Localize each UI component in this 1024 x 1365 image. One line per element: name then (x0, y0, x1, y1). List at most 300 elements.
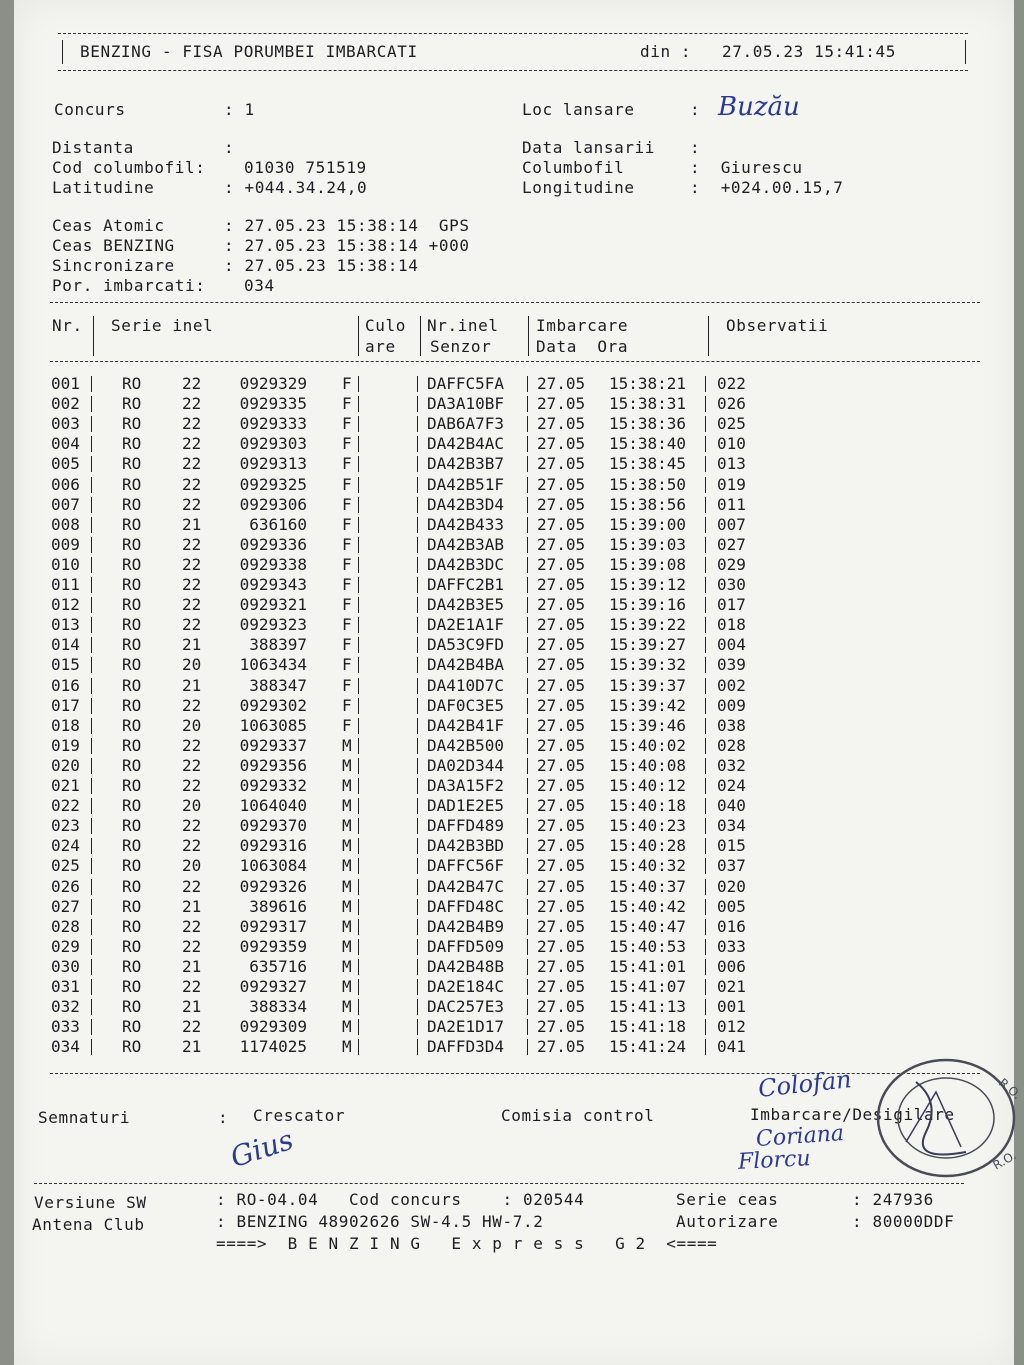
versiune-value: : RO-04.04 Cod concurs : 020544 (216, 1190, 585, 1209)
column-separator (417, 597, 418, 613)
column-separator (358, 919, 359, 935)
column-separator (705, 678, 706, 694)
column-separator (705, 698, 706, 714)
column-separator (705, 858, 706, 874)
column-separator (91, 698, 92, 714)
column-separator (705, 798, 706, 814)
column-separator (91, 396, 92, 412)
comisia-label: Comisia control (501, 1106, 655, 1125)
cell-date: 27.05 (537, 896, 586, 916)
cell-date: 27.05 (537, 776, 586, 795)
cell-sex: F (342, 534, 352, 554)
cell-senzor: DA42B41F (427, 715, 505, 735)
ceas-atomic-label: Ceas Atomic (52, 216, 165, 235)
cell-time: 15:41:18 (609, 1017, 687, 1037)
column-separator (417, 899, 418, 915)
column-separator (358, 557, 359, 573)
cell-sex: F (342, 675, 352, 695)
column-separator (705, 1039, 706, 1055)
cell-sex: M (342, 876, 352, 896)
column-separator (358, 456, 359, 472)
cell-country: RO (122, 735, 142, 755)
column-separator (358, 416, 359, 432)
cell-observatii: 009 (717, 695, 746, 715)
column-separator (417, 436, 418, 452)
cell-time: 15:39:12 (609, 575, 687, 594)
latitudine-value: : +044.34.24,0 (224, 178, 368, 197)
cell-nr: 009 (51, 534, 80, 554)
column-separator (705, 497, 706, 513)
cell-year: 22 (182, 776, 202, 795)
cell-senzor: DA42B3AB (427, 534, 505, 554)
cell-observatii: 018 (717, 615, 746, 635)
cell-date: 27.05 (537, 1037, 586, 1057)
cell-sex: M (342, 936, 352, 956)
cell-ring: 0929356 (239, 755, 307, 775)
column-separator (527, 617, 528, 633)
column-separator (91, 919, 92, 935)
column-separator (358, 617, 359, 633)
cell-observatii: 022 (717, 374, 746, 393)
column-separator (527, 557, 528, 573)
cell-sex: F (342, 434, 352, 454)
handwritten-signature-1: Colofan (756, 1065, 853, 1103)
cell-time: 15:39:32 (609, 655, 687, 675)
cell-year: 22 (182, 434, 202, 454)
table-row (51, 676, 771, 696)
cell-nr: 013 (51, 615, 80, 635)
cell-senzor: DA2E1D17 (427, 1017, 505, 1037)
cell-sex: F (342, 494, 352, 514)
column-separator (417, 678, 418, 694)
cell-senzor: DA42B4BA (427, 655, 505, 675)
cell-observatii: 033 (717, 936, 746, 956)
cell-time: 15:38:50 (609, 474, 687, 494)
cell-time: 15:40:47 (609, 916, 687, 936)
cell-senzor: DAD1E2E5 (427, 796, 505, 816)
cod-columbofil-value: 01030 751519 (244, 158, 367, 177)
cell-time: 15:40:28 (609, 836, 687, 856)
cell-observatii: 011 (717, 494, 746, 514)
cell-senzor: DA42B4B9 (427, 916, 505, 936)
column-separator (705, 919, 706, 935)
cell-year: 20 (182, 655, 202, 675)
column-separator (358, 436, 359, 452)
cell-sex: F (342, 414, 352, 434)
cell-ring: 1063085 (239, 715, 307, 735)
date-value: 27.05.23 15:41:45 (722, 42, 896, 61)
cell-date: 27.05 (537, 695, 586, 715)
col-sep-imbarcare (708, 316, 709, 356)
cell-sex: M (342, 997, 352, 1017)
cell-sex: F (342, 695, 352, 715)
cell-date: 27.05 (537, 655, 586, 675)
cell-sex: M (342, 896, 352, 916)
cell-date: 27.05 (537, 836, 586, 856)
cell-ring: 0929313 (239, 454, 307, 474)
column-separator (527, 838, 528, 854)
column-separator (417, 617, 418, 633)
cell-date: 27.05 (537, 675, 586, 695)
cell-year: 21 (182, 896, 202, 916)
column-separator (527, 738, 528, 754)
cell-year: 21 (182, 514, 202, 534)
cell-time: 15:38:21 (609, 374, 687, 393)
header-bottom-rule (58, 70, 968, 71)
cell-observatii: 024 (717, 776, 746, 795)
cell-ring: 0929303 (239, 434, 307, 454)
cell-nr: 034 (51, 1037, 80, 1057)
column-separator (705, 879, 706, 895)
column-separator (527, 456, 528, 472)
cell-nr: 030 (51, 956, 80, 976)
cell-country: RO (122, 836, 142, 856)
column-separator (358, 979, 359, 995)
column-separator (527, 517, 528, 533)
cell-senzor: DAFFC5FA (427, 374, 505, 393)
cell-date: 27.05 (537, 635, 586, 655)
cell-date: 27.05 (537, 554, 586, 574)
data-lansarii-label: Data lansarii (522, 138, 656, 157)
cell-sex: M (342, 735, 352, 755)
cell-country: RO (122, 494, 142, 514)
versiune-label: Versiune SW (34, 1193, 147, 1212)
cell-country: RO (122, 977, 142, 996)
cell-nr: 024 (51, 836, 80, 856)
table-row (51, 515, 771, 535)
table-row (51, 816, 771, 836)
antena-value: : BENZING 48902626 SW-4.5 HW-7.2 (216, 1212, 544, 1231)
cell-year: 22 (182, 394, 202, 414)
column-separator (417, 919, 418, 935)
column-separator (527, 758, 528, 774)
column-separator (91, 497, 92, 513)
cell-sex: F (342, 454, 352, 474)
antena-label: Antena Club (32, 1215, 145, 1234)
cell-ring: 0929329 (239, 374, 307, 393)
table-row (51, 997, 771, 1017)
column-separator (358, 517, 359, 533)
cell-observatii: 002 (717, 675, 746, 695)
cell-date: 27.05 (537, 454, 586, 474)
table-row (51, 977, 771, 997)
column-separator (527, 818, 528, 834)
column-separator (527, 858, 528, 874)
column-separator (358, 376, 359, 392)
cell-ring: 0929333 (239, 414, 307, 434)
column-separator (705, 396, 706, 412)
column-separator (705, 999, 706, 1015)
cell-sex: M (342, 977, 352, 996)
column-separator (91, 858, 92, 874)
cell-time: 15:40:42 (609, 896, 687, 916)
cell-ring: 0929327 (239, 977, 307, 996)
cell-senzor: DA42B3E5 (427, 595, 505, 615)
cell-country: RO (122, 595, 142, 615)
table-row (51, 937, 771, 957)
cell-observatii: 019 (717, 474, 746, 494)
cell-date: 27.05 (537, 374, 586, 393)
cell-year: 22 (182, 1017, 202, 1037)
cell-ring: 1174025 (239, 1037, 307, 1057)
svg-text:R.O.: R.O. (996, 1075, 1024, 1103)
column-separator (358, 396, 359, 412)
cell-date: 27.05 (537, 414, 586, 434)
column-separator (527, 718, 528, 734)
loc-lansare-sep: : (690, 100, 701, 119)
column-separator (358, 637, 359, 653)
cell-observatii: 026 (717, 394, 746, 414)
serie-ceas-label: Serie ceas (676, 1190, 779, 1209)
cell-ring: 1063084 (239, 856, 307, 876)
col-header-nr: Nr. (52, 316, 83, 335)
column-separator (358, 778, 359, 794)
table-row (51, 796, 771, 816)
cell-time: 15:38:40 (609, 434, 687, 454)
cell-date: 27.05 (537, 816, 586, 836)
cell-senzor: DAFFC2B1 (427, 575, 505, 594)
column-separator (91, 1039, 92, 1055)
cell-nr: 028 (51, 916, 80, 936)
cell-observatii: 039 (717, 655, 746, 675)
cell-country: RO (122, 956, 142, 976)
column-separator (358, 537, 359, 553)
cell-country: RO (122, 474, 142, 494)
table-row (51, 756, 771, 776)
cell-time: 15:40:08 (609, 755, 687, 775)
semnaturi-label: Semnaturi (38, 1108, 131, 1127)
cell-ring: 0929335 (239, 394, 307, 414)
cell-nr: 019 (51, 735, 80, 755)
table-row (51, 535, 771, 555)
ceas-atomic-value: : 27.05.23 15:38:14 GPS (224, 216, 470, 235)
table-row (51, 595, 771, 615)
column-separator (705, 979, 706, 995)
column-separator (358, 798, 359, 814)
table-row (51, 394, 771, 414)
column-separator (91, 959, 92, 975)
cell-nr: 012 (51, 595, 80, 615)
column-separator (358, 597, 359, 613)
column-separator (527, 1039, 528, 1055)
column-separator (705, 436, 706, 452)
header-right-bar (965, 40, 966, 64)
column-separator (91, 838, 92, 854)
table-row (51, 454, 771, 474)
cell-year: 22 (182, 534, 202, 554)
cell-ring: 388334 (249, 997, 307, 1017)
col-header-nrinel-2: Senzor (430, 337, 492, 356)
cell-nr: 006 (51, 474, 80, 494)
column-separator (527, 939, 528, 955)
date-label: din : (640, 42, 692, 61)
cell-sex: M (342, 916, 352, 936)
column-separator (527, 778, 528, 794)
cell-date: 27.05 (537, 1017, 586, 1037)
column-separator (527, 477, 528, 493)
cell-date: 27.05 (537, 977, 586, 996)
cell-ring: 0929325 (239, 474, 307, 494)
autorizare-label: Autorizare (676, 1212, 779, 1231)
column-separator (91, 517, 92, 533)
column-separator (417, 778, 418, 794)
column-separator (358, 1039, 359, 1055)
cell-country: RO (122, 1017, 142, 1037)
cell-year: 22 (182, 414, 202, 434)
cell-observatii: 032 (717, 755, 746, 775)
column-separator (527, 899, 528, 915)
cell-ring: 0929336 (239, 534, 307, 554)
column-separator (705, 597, 706, 613)
cell-date: 27.05 (537, 434, 586, 454)
column-separator (417, 497, 418, 513)
cell-nr: 008 (51, 514, 80, 534)
table-row (51, 1017, 771, 1037)
column-separator (417, 557, 418, 573)
column-separator (91, 477, 92, 493)
cell-nr: 032 (51, 997, 80, 1017)
cell-country: RO (122, 715, 142, 735)
column-separator (358, 1019, 359, 1035)
cell-country: RO (122, 374, 142, 393)
cell-senzor: DA42B3B7 (427, 454, 505, 474)
column-separator (417, 637, 418, 653)
handwritten-signature-3: Florcu (737, 1146, 812, 1175)
cell-date: 27.05 (537, 394, 586, 414)
concurs-value: : 1 (224, 100, 255, 119)
cell-nr: 015 (51, 655, 80, 675)
cell-nr: 001 (51, 374, 80, 393)
cell-nr: 011 (51, 575, 80, 594)
header-top-rule (58, 33, 968, 34)
column-separator (358, 657, 359, 673)
cell-date: 27.05 (537, 494, 586, 514)
cell-sex: F (342, 554, 352, 574)
table-top-rule (50, 302, 980, 303)
cell-ring: 0929306 (239, 494, 307, 514)
cell-ring: 0929326 (239, 876, 307, 896)
cell-country: RO (122, 695, 142, 715)
column-separator (358, 577, 359, 593)
column-separator (358, 899, 359, 915)
cell-date: 27.05 (537, 956, 586, 976)
svg-text:R.O.: R.O. (990, 1148, 1019, 1173)
column-separator (417, 376, 418, 392)
column-separator (417, 738, 418, 754)
column-separator (91, 376, 92, 392)
column-separator (417, 999, 418, 1015)
cell-nr: 016 (51, 675, 80, 695)
cell-sex: M (342, 956, 352, 976)
column-separator (417, 577, 418, 593)
por-imbarcati-label: Por. imbarcati: (52, 276, 206, 295)
column-separator (705, 617, 706, 633)
autorizare-value: : 80000DDF (852, 1212, 955, 1231)
column-separator (417, 818, 418, 834)
column-separator (417, 517, 418, 533)
table-row (51, 575, 771, 595)
cell-ring: 0929338 (239, 554, 307, 574)
column-separator (705, 557, 706, 573)
col-header-serie: Serie inel (111, 316, 214, 335)
cell-senzor: DAC257E3 (427, 997, 505, 1017)
column-separator (91, 456, 92, 472)
column-separator (705, 376, 706, 392)
column-separator (91, 657, 92, 673)
col-header-culoare-2: are (365, 337, 396, 356)
cell-sex: F (342, 514, 352, 534)
table-row (51, 776, 771, 796)
cell-sex: M (342, 816, 352, 836)
column-separator (705, 477, 706, 493)
cell-date: 27.05 (537, 534, 586, 554)
col-header-observatii: Observatii (726, 316, 829, 335)
cell-country: RO (122, 434, 142, 454)
table-row (51, 1037, 771, 1057)
column-separator (527, 637, 528, 653)
cell-observatii: 012 (717, 1017, 746, 1037)
distanta-value: : (224, 138, 235, 157)
cell-senzor: DA42B3DC (427, 554, 505, 574)
cell-nr: 005 (51, 454, 80, 474)
cell-nr: 010 (51, 554, 80, 574)
column-separator (705, 517, 706, 533)
ceas-benzing-label: Ceas BENZING (52, 236, 175, 255)
table-row (51, 555, 771, 575)
table-row (51, 374, 771, 394)
col-sep-nr (93, 316, 94, 356)
cell-time: 15:40:12 (609, 776, 687, 795)
column-separator (358, 838, 359, 854)
cell-ring: 0929302 (239, 695, 307, 715)
column-separator (417, 979, 418, 995)
cell-ring: 1063434 (239, 655, 307, 675)
cell-year: 22 (182, 454, 202, 474)
column-separator (358, 858, 359, 874)
handwritten-signature-2: Coriana (755, 1120, 845, 1153)
cell-country: RO (122, 454, 142, 474)
column-separator (527, 657, 528, 673)
cell-observatii: 016 (717, 916, 746, 936)
cell-time: 15:39:03 (609, 534, 687, 554)
cell-year: 22 (182, 554, 202, 574)
cod-columbofil-label: Cod columbofil: (52, 158, 206, 177)
cell-nr: 025 (51, 856, 80, 876)
cell-time: 15:39:42 (609, 695, 687, 715)
column-separator (527, 879, 528, 895)
cell-time: 15:41:07 (609, 977, 687, 996)
cell-country: RO (122, 997, 142, 1017)
table-row (51, 736, 771, 756)
cell-date: 27.05 (537, 514, 586, 534)
cell-year: 20 (182, 715, 202, 735)
column-separator (705, 1019, 706, 1035)
column-separator (91, 617, 92, 633)
cell-year: 22 (182, 836, 202, 856)
cell-time: 15:40:32 (609, 856, 687, 876)
cell-country: RO (122, 936, 142, 956)
serie-ceas-value: : 247936 (852, 1190, 934, 1209)
column-separator (705, 537, 706, 553)
column-separator (417, 798, 418, 814)
cell-sex: M (342, 755, 352, 775)
cell-year: 22 (182, 615, 202, 635)
column-separator (417, 838, 418, 854)
column-separator (358, 939, 359, 955)
col-sep-serie (358, 316, 359, 356)
cell-nr: 014 (51, 635, 80, 655)
cell-observatii: 004 (717, 635, 746, 655)
